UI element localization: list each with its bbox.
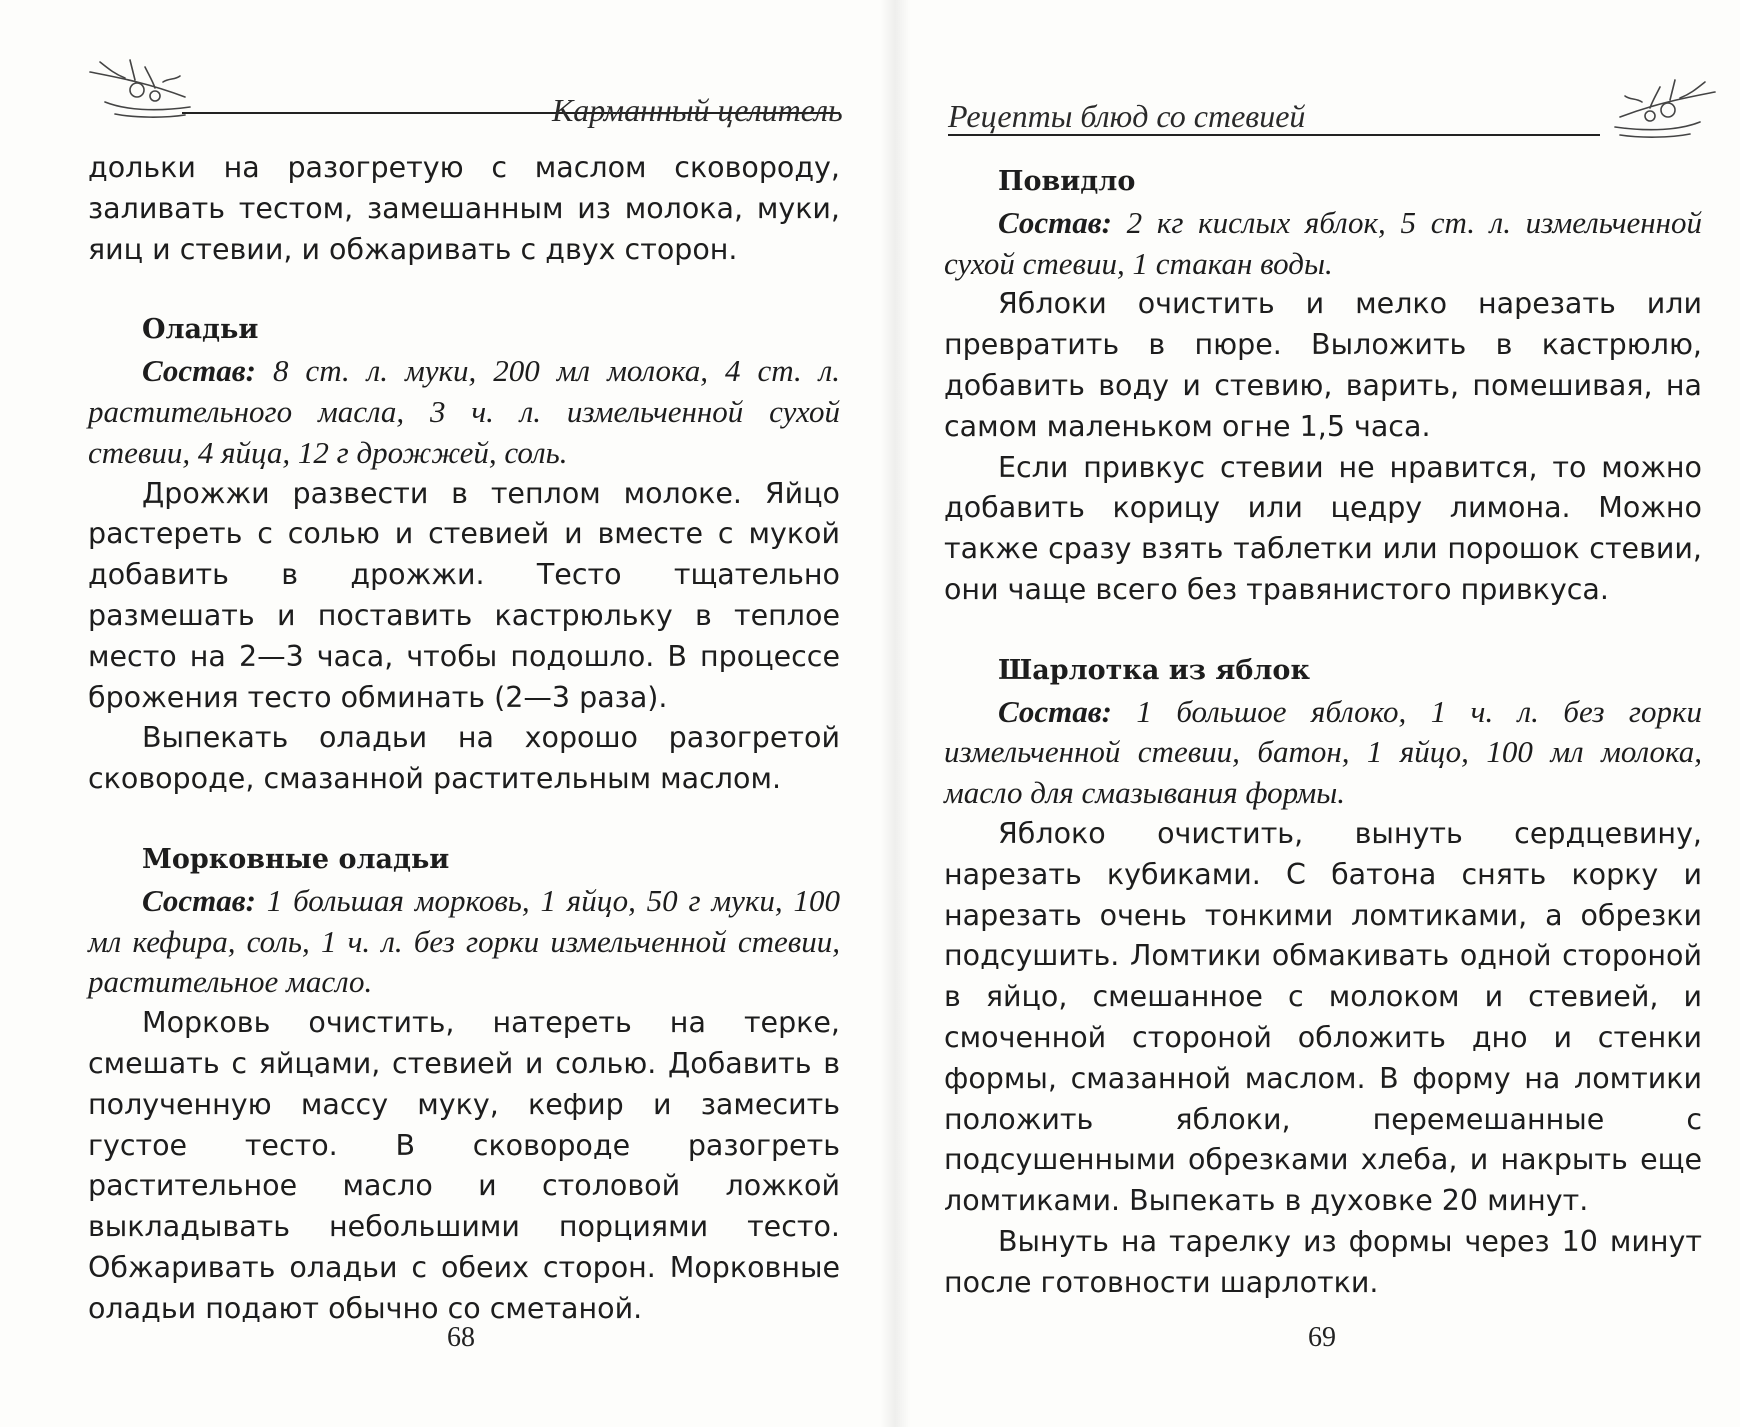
recipe-title: Морковные оладьи — [142, 843, 450, 875]
right-page — [910, 0, 1740, 1427]
composition-text: 1 большая морковь, 1 яйцо, 50 г муки, 100 мл кефира, соль, 1 ч. л. без горки измельченной стевии, растительное масло. — [88, 882, 840, 1000]
recipe-paragraph: Дрожжи развести в теплом молоке. Яйцо растереть с солью и стевией и вместе с мукой добавить в дрожжи. Тесто тщательно размешать и поставить кастрюльку в теплое место на 2—3 часа, чтобы подошло. В процессе брожения тесто обминать (2—3 раза). — [88, 476, 840, 714]
page-number: 69 — [1308, 1322, 1336, 1353]
recipe-title: Оладьи — [142, 314, 259, 346]
composition-label: Состав: — [998, 204, 1112, 240]
recipe-paragraph: Яблоко очистить, вынуть сердцевину, нарезать кубиками. С батона снять корку и нарезать очень тонкими ломтиками, а обрезки подсушить. Ломтики обмакивать одной стороной в яйцо, смешанное с молоком и стевией, и смоченной стороной обложить дно и стенки формы, смазанной маслом. В форму на ломтики положить яблоки, перемешанные с подсушенными обрезками хлеба, и накрыть еще ломтиками. Выпекать в духовке 20 минут. — [944, 816, 1702, 1218]
recipe-composition — [88, 881, 840, 1003]
continuation-paragraph: дольки на разогретую с маслом сковороду, заливать тестом, замешанным из молока, муки, яиц и стевии, и обжаривать с двух сторон. — [88, 151, 840, 266]
recipe-paragraph: Если привкус стевии не нравится, то можно добавить корицу или цедру лимона. Можно также сразу взять таблетки или порошок стевии, они чаще всего без травянистого привкуса. — [944, 450, 1702, 606]
header-rule — [948, 134, 1600, 136]
running-title: Рецепты блюд со стевией — [948, 98, 1306, 134]
book-gutter — [880, 0, 910, 1427]
recipe-paragraph: Морковь очистить, натереть на терке, смешать с яйцами, стевией и солью. Добавить в полученную массу муку, кефир и замесить густое тесто. В сковороде разогреть растительное масло и столовой ложкой выкладывать небольшими порциями тесто. Обжаривать оладьи с обеих сторон. Морковные оладьи подают обычно со сметаной. — [88, 1006, 840, 1325]
floral-ornament-icon — [85, 52, 195, 124]
recipe-paragraph: Вынуть на тарелку из формы через 10 минут после готовности шарлотки. — [944, 1224, 1702, 1299]
floral-ornament-icon — [1610, 72, 1720, 144]
left-page-text — [88, 148, 840, 1330]
composition-text: 2 кг кислых яблок, 5 ст. л. измельченной сухой стевии, 1 стакан воды. — [944, 204, 1703, 281]
running-title: Карманный целитель — [552, 92, 843, 128]
page-number: 68 — [447, 1322, 475, 1353]
composition-text: 1 большое яблоко, 1 ч. л. без горки измельченной стевии, батон, 1 яйцо, 100 мл молока, масло для смазывания формы. — [944, 693, 1703, 811]
composition-label: Состав: — [142, 882, 256, 918]
composition-label: Состав: — [142, 353, 256, 389]
recipe-composition — [88, 351, 840, 473]
composition-text: 8 ст. л. муки, 200 мл молока, 4 ст. л. растительного масла, 3 ч. л. измельченной сухой стевии, 4 яйца, 12 г дрожжей, соль. — [88, 353, 840, 470]
composition-label: Состав: — [998, 693, 1112, 729]
recipe-paragraph: Яблоки очистить и мелко нарезать или превратить в пюре. Выложить в кастрюлю, добавить воду и стевию, варить, помешивая, на самом маленьком огне 1,5 часа. — [944, 287, 1702, 443]
right-page-text — [944, 162, 1702, 1304]
recipe-title: Шарлотка из яблок — [998, 654, 1310, 686]
recipe-title: Повидло — [998, 166, 1136, 197]
recipe-paragraph: Выпекать оладьи на хорошо разогретой сковороде, смазанной растительным маслом. — [88, 721, 840, 796]
recipe-composition — [944, 692, 1702, 814]
recipe-composition — [944, 203, 1702, 285]
